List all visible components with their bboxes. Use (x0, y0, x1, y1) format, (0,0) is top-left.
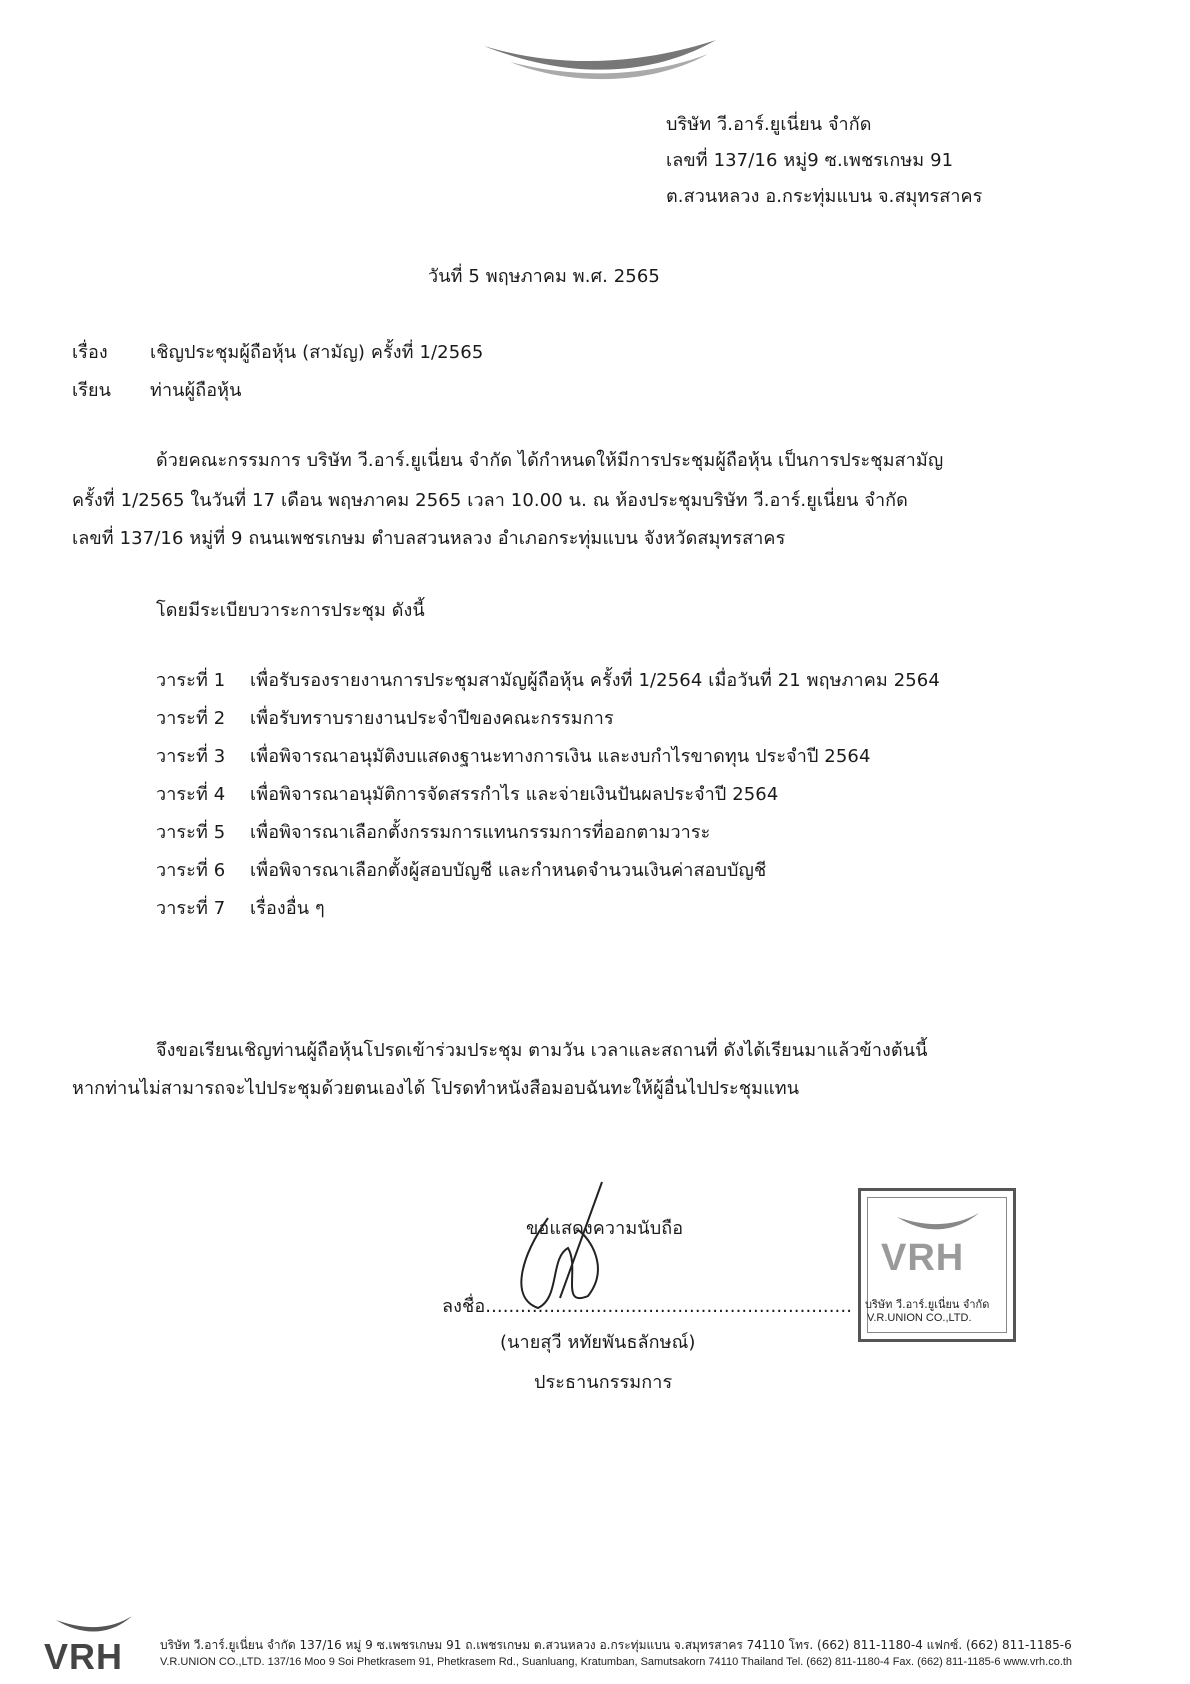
to-text: ท่านผู้ถือหุ้น (150, 380, 242, 401)
body-line-1: ด้วยคณะกรรมการ บริษัท วี.อาร์.ยูเนี่ยน จำกัด ได้กำหนดให้มีการประชุมผู้ถือหุ้น เป็นการประชุมสามัญ (156, 450, 944, 471)
footer-logo (44, 1612, 144, 1676)
to-label: เรียน (72, 380, 112, 401)
subject-text: เชิญประชุมผู้ถือหุ้น (สามัญ) ครั้งที่ 1/2565 (150, 342, 484, 363)
stamp-name-th: บริษัท วี.อาร์.ยูเนี่ยน จำกัด (865, 1298, 990, 1311)
subject-label: เรื่อง (72, 342, 108, 363)
closing-line-1: จึงขอเรียนเชิญท่านผู้ถือหุ้นโปรดเข้าร่วมประชุม ตามวัน เวลาและสถานที่ ดังได้เรียนมาแล้วข้างต้นนี้ (156, 1040, 928, 1061)
signatory-name: (นายสุวี หทัยพันธลักษณ์) (500, 1332, 696, 1353)
agenda-item-label: วาระที่ 7 (156, 898, 226, 919)
footer-swoosh-icon (54, 1614, 134, 1636)
footer-address-th: บริษัท วี.อาร์.ยูเนี่ยน จำกัด 137/16 หมู่ 9 ซ.เพชรเกษม 91 ถ.เพชรเกษม ต.สวนหลวง อ.กระทุ่มแบน จ.สมุทรสาคร 74110 โทร. (662) 811-1180-4 แฟกซ์. (662) 811-1185-6 (160, 1638, 1072, 1652)
agenda-item-text: เพื่อรับรองรายงานการประชุมสามัญผู้ถือหุ้น ครั้งที่ 1/2564 เมื่อวันที่ 21 พฤษภาคม 2564 (250, 670, 940, 691)
signatory-title: ประธานกรรมการ (534, 1372, 673, 1393)
agenda-intro: โดยมีระเบียบวาระการประชุม ดังนี้ (156, 600, 425, 621)
stamp-swoosh-icon (895, 1211, 981, 1235)
company-name: บริษัท วี.อาร์.ยูเนี่ยน จำกัด (666, 114, 872, 135)
closing-line-2: หากท่านไม่สามารถจะไปประชุมด้วยตนเองได้ โปรดทำหนังสือมอบฉันทะให้ผู้อื่นไปประชุมแทน (72, 1078, 800, 1099)
body-line-3: เลขที่ 137/16 หมู่ที่ 9 ถนนเพชรเกษม ตำบลสวนหลวง อำเภอกระทุ่มแบน จังหวัดสมุทรสาคร (72, 528, 786, 549)
agenda-item-label: วาระที่ 1 (156, 670, 226, 691)
signature-line: ลงชื่อ............................................................... (442, 1296, 853, 1317)
agenda-item-text: เพื่อพิจารณาอนุมัติงบแสดงฐานะทางการเงิน และงบกำไรขาดทุน ประจำปี 2564 (250, 746, 871, 767)
footer-logo-text: VRH (44, 1636, 124, 1677)
agenda-item-text: เพื่อรับทราบรายงานประจำปีของคณะกรรมการ (250, 708, 614, 729)
company-stamp (858, 1188, 1016, 1342)
footer-address-en: V.R.UNION CO.,LTD. 137/16 Moo 9 Soi Phetkrasem 91, Phetkrasem Rd., Suanluang, Kratumban, Samutsakorn 74110 Thailand Tel. (662) 811-1180-4 Fax. (662) 811-1185-6 www.vrh.co.th (160, 1656, 1073, 1668)
stamp-name-en: V.R.UNION CO.,LTD. (867, 1312, 972, 1324)
company-address-line2: ต.สวนหลวง อ.กระทุ่มแบน จ.สมุทรสาคร (666, 186, 983, 207)
company-logo-swoosh (480, 36, 720, 86)
letter-date: วันที่ 5 พฤษภาคม พ.ศ. 2565 (428, 266, 660, 287)
company-address-line1: เลขที่ 137/16 หมู่9 ซ.เพชรเกษม 91 (666, 150, 954, 171)
agenda-item-text: เรื่องอื่น ๆ (250, 898, 325, 919)
agenda-item-label: วาระที่ 5 (156, 822, 226, 843)
body-line-2: ครั้งที่ 1/2565 ในวันที่ 17 เดือน พฤษภาคม 2565 เวลา 10.00 น. ณ ห้องประชุมบริษัท วี.อาร์.ยูเนี่ยน จำกัด (72, 490, 908, 511)
agenda-item-text: เพื่อพิจารณาเลือกตั้งกรรมการแทนกรรมการที่ออกตามวาระ (250, 822, 711, 843)
agenda-item-label: วาระที่ 2 (156, 708, 226, 729)
agenda-item-label: วาระที่ 6 (156, 860, 226, 881)
agenda-item-text: เพื่อพิจารณาอนุมัติการจัดสรรกำไร และจ่ายเงินปันผลประจำปี 2564 (250, 784, 779, 805)
stamp-logo: VRH (881, 1237, 965, 1279)
agenda-item-text: เพื่อพิจารณาเลือกตั้งผู้สอบบัญชี และกำหนดจำนวนเงินค่าสอบบัญชี (250, 860, 767, 881)
signature-regards: ขอแสดงความนับถือ (526, 1218, 684, 1239)
agenda-item-label: วาระที่ 4 (156, 784, 226, 805)
agenda-item-label: วาระที่ 3 (156, 746, 226, 767)
